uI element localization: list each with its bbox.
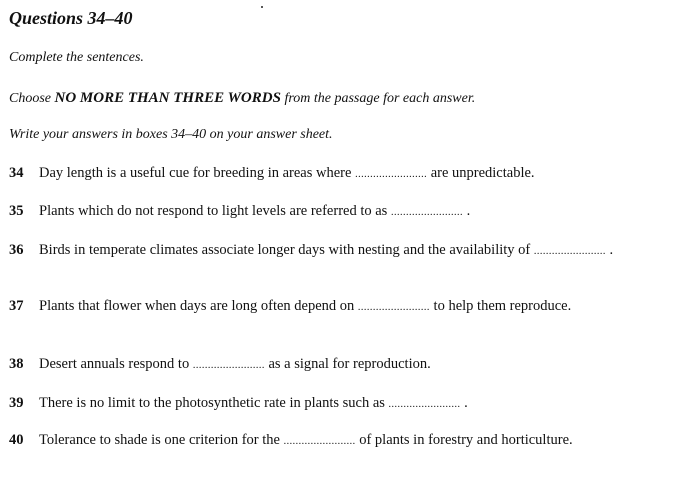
question-text-after: .	[605, 242, 614, 258]
question-text-before: Birds in temperate climates associate longer days with nesting and the availability of	[39, 242, 534, 258]
answer-blank[interactable]: ........................	[390, 207, 463, 218]
question-text-before: There is no limit to the photosynthetic rate in plants such as	[39, 395, 389, 411]
question-text-before: Day length is a useful cue for breeding in areas where	[39, 165, 356, 181]
stray-dot-mark	[261, 6, 263, 8]
question-number: 35	[9, 203, 24, 219]
question-37	[9, 298, 649, 316]
question-text-after: of plants in forestry and horticulture.	[355, 432, 573, 448]
question-text	[39, 165, 689, 183]
question-text	[39, 242, 629, 260]
answer-blank[interactable]: ........................	[357, 302, 430, 313]
section-heading: Questions 34–40	[9, 8, 133, 28]
question-text	[39, 432, 649, 450]
question-number: 38	[9, 356, 24, 372]
question-text	[39, 395, 689, 413]
question-text	[39, 203, 689, 221]
question-text-after: .	[460, 395, 468, 411]
question-number: 40	[9, 432, 24, 448]
question-text-before: Tolerance to shade is one criterion for the	[39, 432, 284, 448]
instruction-word-limit	[9, 90, 475, 107]
question-34	[9, 165, 689, 183]
question-number: 36	[9, 242, 24, 258]
question-40	[9, 432, 649, 450]
question-text-before: Plants that flower when days are long often depend on	[39, 298, 358, 314]
question-text-after: to help them reproduce.	[429, 298, 572, 314]
instruction-word-limit-post: from the passage for each answer.	[280, 91, 476, 106]
instruction-word-limit-pre: Choose	[9, 91, 55, 106]
question-number: 34	[9, 165, 24, 181]
question-text-before: Plants which do not respond to light levels are referred to as	[39, 203, 391, 219]
question-36	[9, 242, 629, 260]
answer-blank[interactable]: ........................	[283, 436, 356, 447]
question-text-after: as a signal for reproduction.	[264, 356, 431, 372]
question-text-before: Desert annuals respond to	[39, 356, 193, 372]
question-number: 39	[9, 395, 24, 411]
question-text-after: are unpredictable.	[427, 165, 535, 181]
question-number: 37	[9, 298, 24, 314]
answer-blank[interactable]: ........................	[388, 399, 461, 410]
answer-blank[interactable]: ........................	[355, 169, 428, 180]
answer-blank[interactable]: ........................	[533, 246, 606, 257]
instruction-word-limit-bold: NO MORE THAN THREE WORDS	[54, 90, 281, 106]
question-38	[9, 356, 689, 374]
question-35	[9, 203, 689, 221]
question-text-after: .	[462, 203, 471, 219]
instruction-answer-sheet: Write your answers in boxes 34–40 on your answer sheet.	[9, 127, 333, 142]
question-text	[39, 356, 689, 374]
question-39	[9, 395, 689, 413]
question-text	[39, 298, 649, 316]
instruction-complete: Complete the sentences.	[9, 50, 144, 65]
answer-blank[interactable]: ........................	[192, 360, 265, 371]
